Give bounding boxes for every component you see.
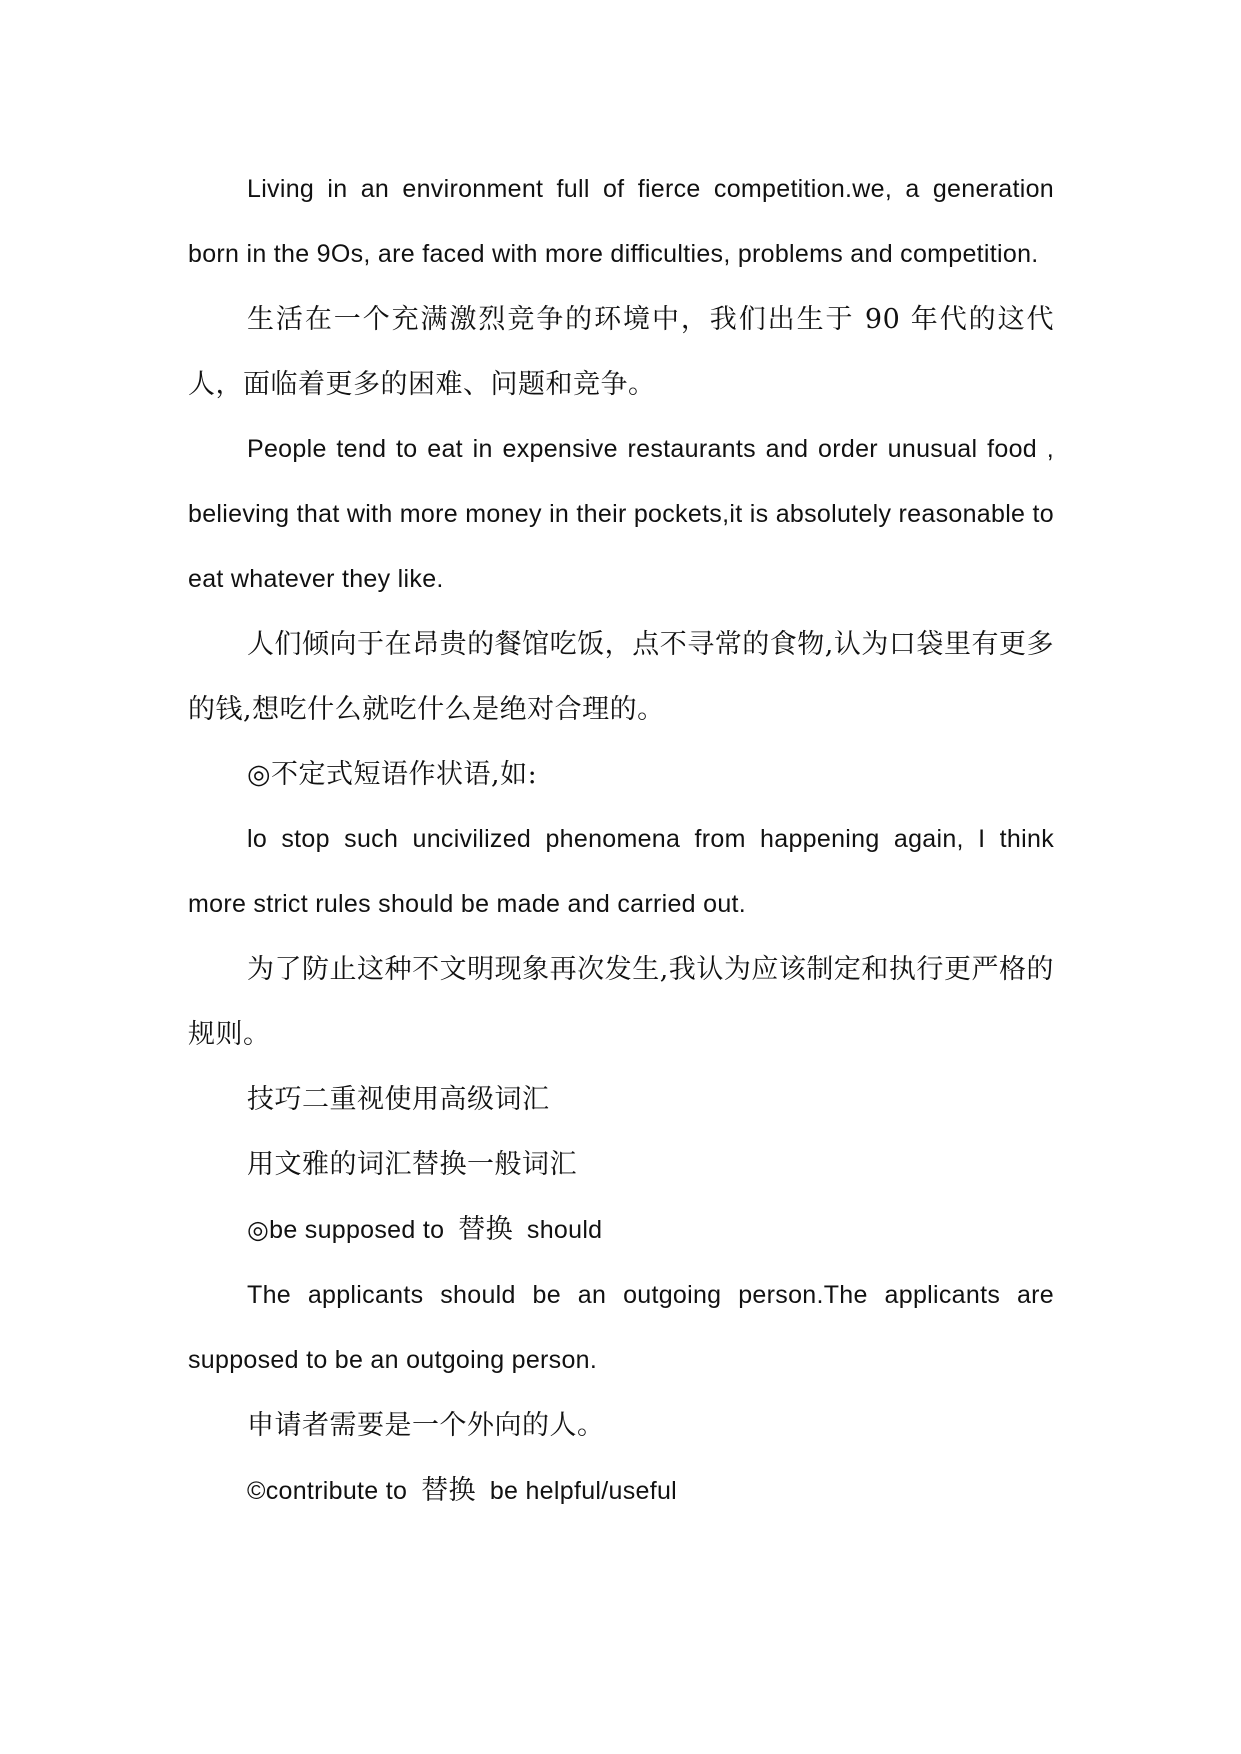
vocab-replacement-1-mid: 替换 (458, 1214, 513, 1245)
paragraph-english-1: Living in an environment full of fierce competition.we, a generation born in the 9Os, are faced with more difficulties, problems and competition. (188, 175, 1054, 268)
section-subheading: 用文雅的词汇替换一般词汇 (247, 1149, 577, 1180)
section-note-infinitive: ◎不定式短语作状语,如: (247, 759, 538, 790)
vocab-replacement-2-mid: 替换 (421, 1475, 476, 1506)
paragraph-chinese-2: 人们倾向于在昂贵的餐馆吃饭，点不寻常的食物,认为口袋里有更多的钱,想吃什么就吃什么是绝对合理的。 (188, 629, 1054, 725)
paragraph-chinese-4: 申请者需要是一个外向的人。 (247, 1410, 605, 1441)
paragraph-chinese-1: 生活在一个充满激烈竞争的环境中，我们出生于 90 年代的这代人，面临着更多的困难、问题和竞争。 (188, 304, 1054, 400)
vocab-replacement-1-tail: should (526, 1216, 603, 1244)
paragraph-chinese-3: 为了防止这种不文明现象再次发生,我认为应该制定和执行更严格的规则。 (188, 954, 1054, 1050)
section-heading-tip-two: 技巧二重视使用高级词汇 (247, 1084, 550, 1115)
vocab-replacement-1-lead: ◎be supposed to (247, 1216, 445, 1244)
paragraph-english-3: lo stop such uncivilized phenomena from happening again, I think more strict rules should be made and carried out. (188, 825, 1054, 918)
vocab-replacement-2-tail: be helpful/useful (489, 1477, 678, 1505)
paragraph-english-2: People tend to eat in expensive restaurants and order unusual food , believing that with more money in their pockets,it is absolutely reasonable to eat whatever they like. (188, 435, 1054, 593)
vocab-replacement-2-lead: ©contribute to (247, 1477, 408, 1505)
vocab-replacement-2 (188, 1458, 1054, 1524)
vocab-replacement-1 (188, 1197, 1054, 1263)
paragraph-english-4: The applicants should be an outgoing person.The applicants are supposed to be an outgoing person. (188, 1281, 1054, 1374)
document-body (188, 157, 1054, 1524)
